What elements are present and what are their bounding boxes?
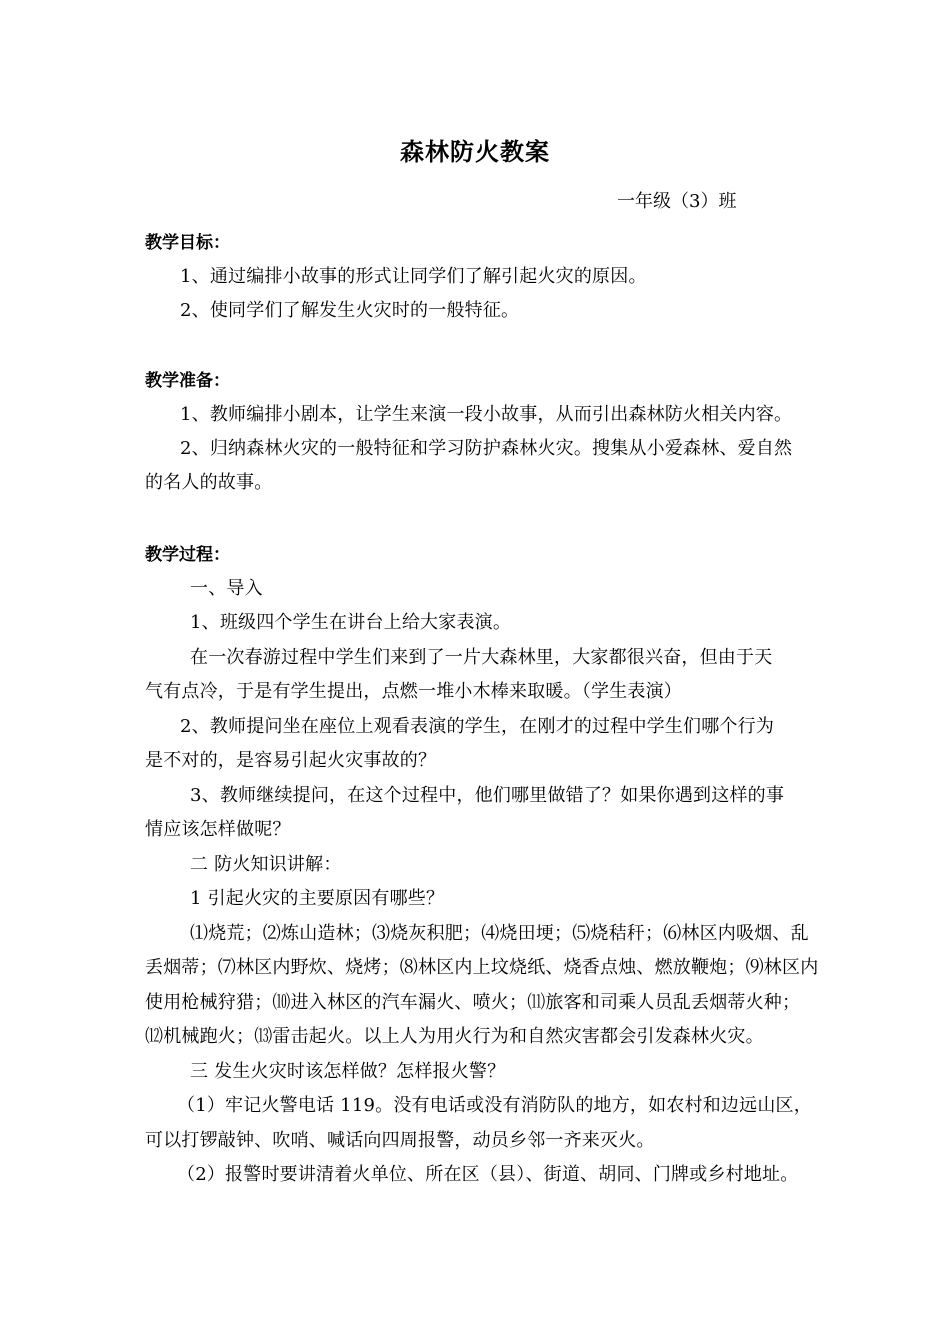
process-line: 二 防火知识讲解：	[190, 854, 342, 875]
process-line: 3、教师继续提问，在这个过程中，他们哪里做错了？如果你遇到这样的事	[190, 785, 785, 806]
class-label: 一年级（3）班	[617, 191, 737, 212]
process-line: 在一次春游过程中学生们来到了一片大森林里，大家都很兴奋，但由于天	[190, 647, 773, 668]
process-line: 1、班级四个学生在讲台上给大家表演。	[190, 612, 512, 633]
page-title: 森林防火教案	[400, 138, 550, 166]
goals-heading: 教学目标：	[145, 233, 230, 253]
process-line: 丢烟蒂；⑺林区内野炊、烧烤；⑻林区内上坟烧纸、烧香点烛、燃放鞭炮；⑼林区内	[145, 957, 819, 978]
process-line: （2）报警时要讲清着火单位、所在区（县）、街道、胡同、门牌或乡村地址。	[177, 1164, 799, 1185]
process-line: ⑿机械跑火；⒀雷击起火。以上人为用火行为和自然灾害都会引发森林火灾。	[145, 1026, 764, 1047]
prep-line: 2、归纳森林火灾的一般特征和学习防护森林火灾。搜集从小爱森林、爱自然	[180, 438, 793, 459]
goal-item: 2、使同学们了解发生火灾时的一般特征。	[180, 300, 520, 321]
process-line: 使用枪械狩猎；⑽进入林区的汽车漏火、喷火；⑾旅客和司乘人员乱丢烟蒂火种；	[145, 992, 801, 1013]
process-line: 2、教师提问坐在座位上观看表演的学生，在刚才的过程中学生们哪个行为	[180, 716, 775, 737]
goal-item: 1、通过编排小故事的形式让同学们了解引起火灾的原因。	[180, 266, 647, 287]
process-line: 1 引起火灾的主要原因有哪些？	[190, 888, 445, 909]
prep-line: 的名人的故事。	[145, 472, 273, 493]
process-line: 情应该怎样做呢？	[145, 819, 291, 840]
process-line: （1）牢记火警电话 119。没有电话或没有消防队的地方，如农村和边远山区，	[177, 1095, 812, 1116]
process-line: ⑴烧荒；⑵炼山造林；⑶烧灰积肥；⑷烧田埂；⑸烧秸秆；⑹林区内吸烟、乱	[190, 923, 809, 944]
process-heading: 教学过程：	[145, 545, 230, 565]
process-line: 气有点冷，于是有学生提出，点燃一堆小木棒来取暖。（学生表演）	[145, 681, 682, 702]
process-line: 是不对的，是容易引起火灾事故的？	[145, 750, 437, 771]
process-line: 可以打锣敲钟、吹哨、喊话向四周报警，动员乡邻一齐来灭火。	[145, 1130, 655, 1151]
process-line: 三 发生火灾时该怎样做？怎样报火警？	[190, 1061, 506, 1082]
process-line: 一、导入	[190, 578, 263, 599]
prep-heading: 教学准备：	[145, 371, 230, 391]
prep-line: 1、教师编排小剧本，让学生来演一段小故事，从而引出森林防火相关内容。	[180, 404, 793, 425]
